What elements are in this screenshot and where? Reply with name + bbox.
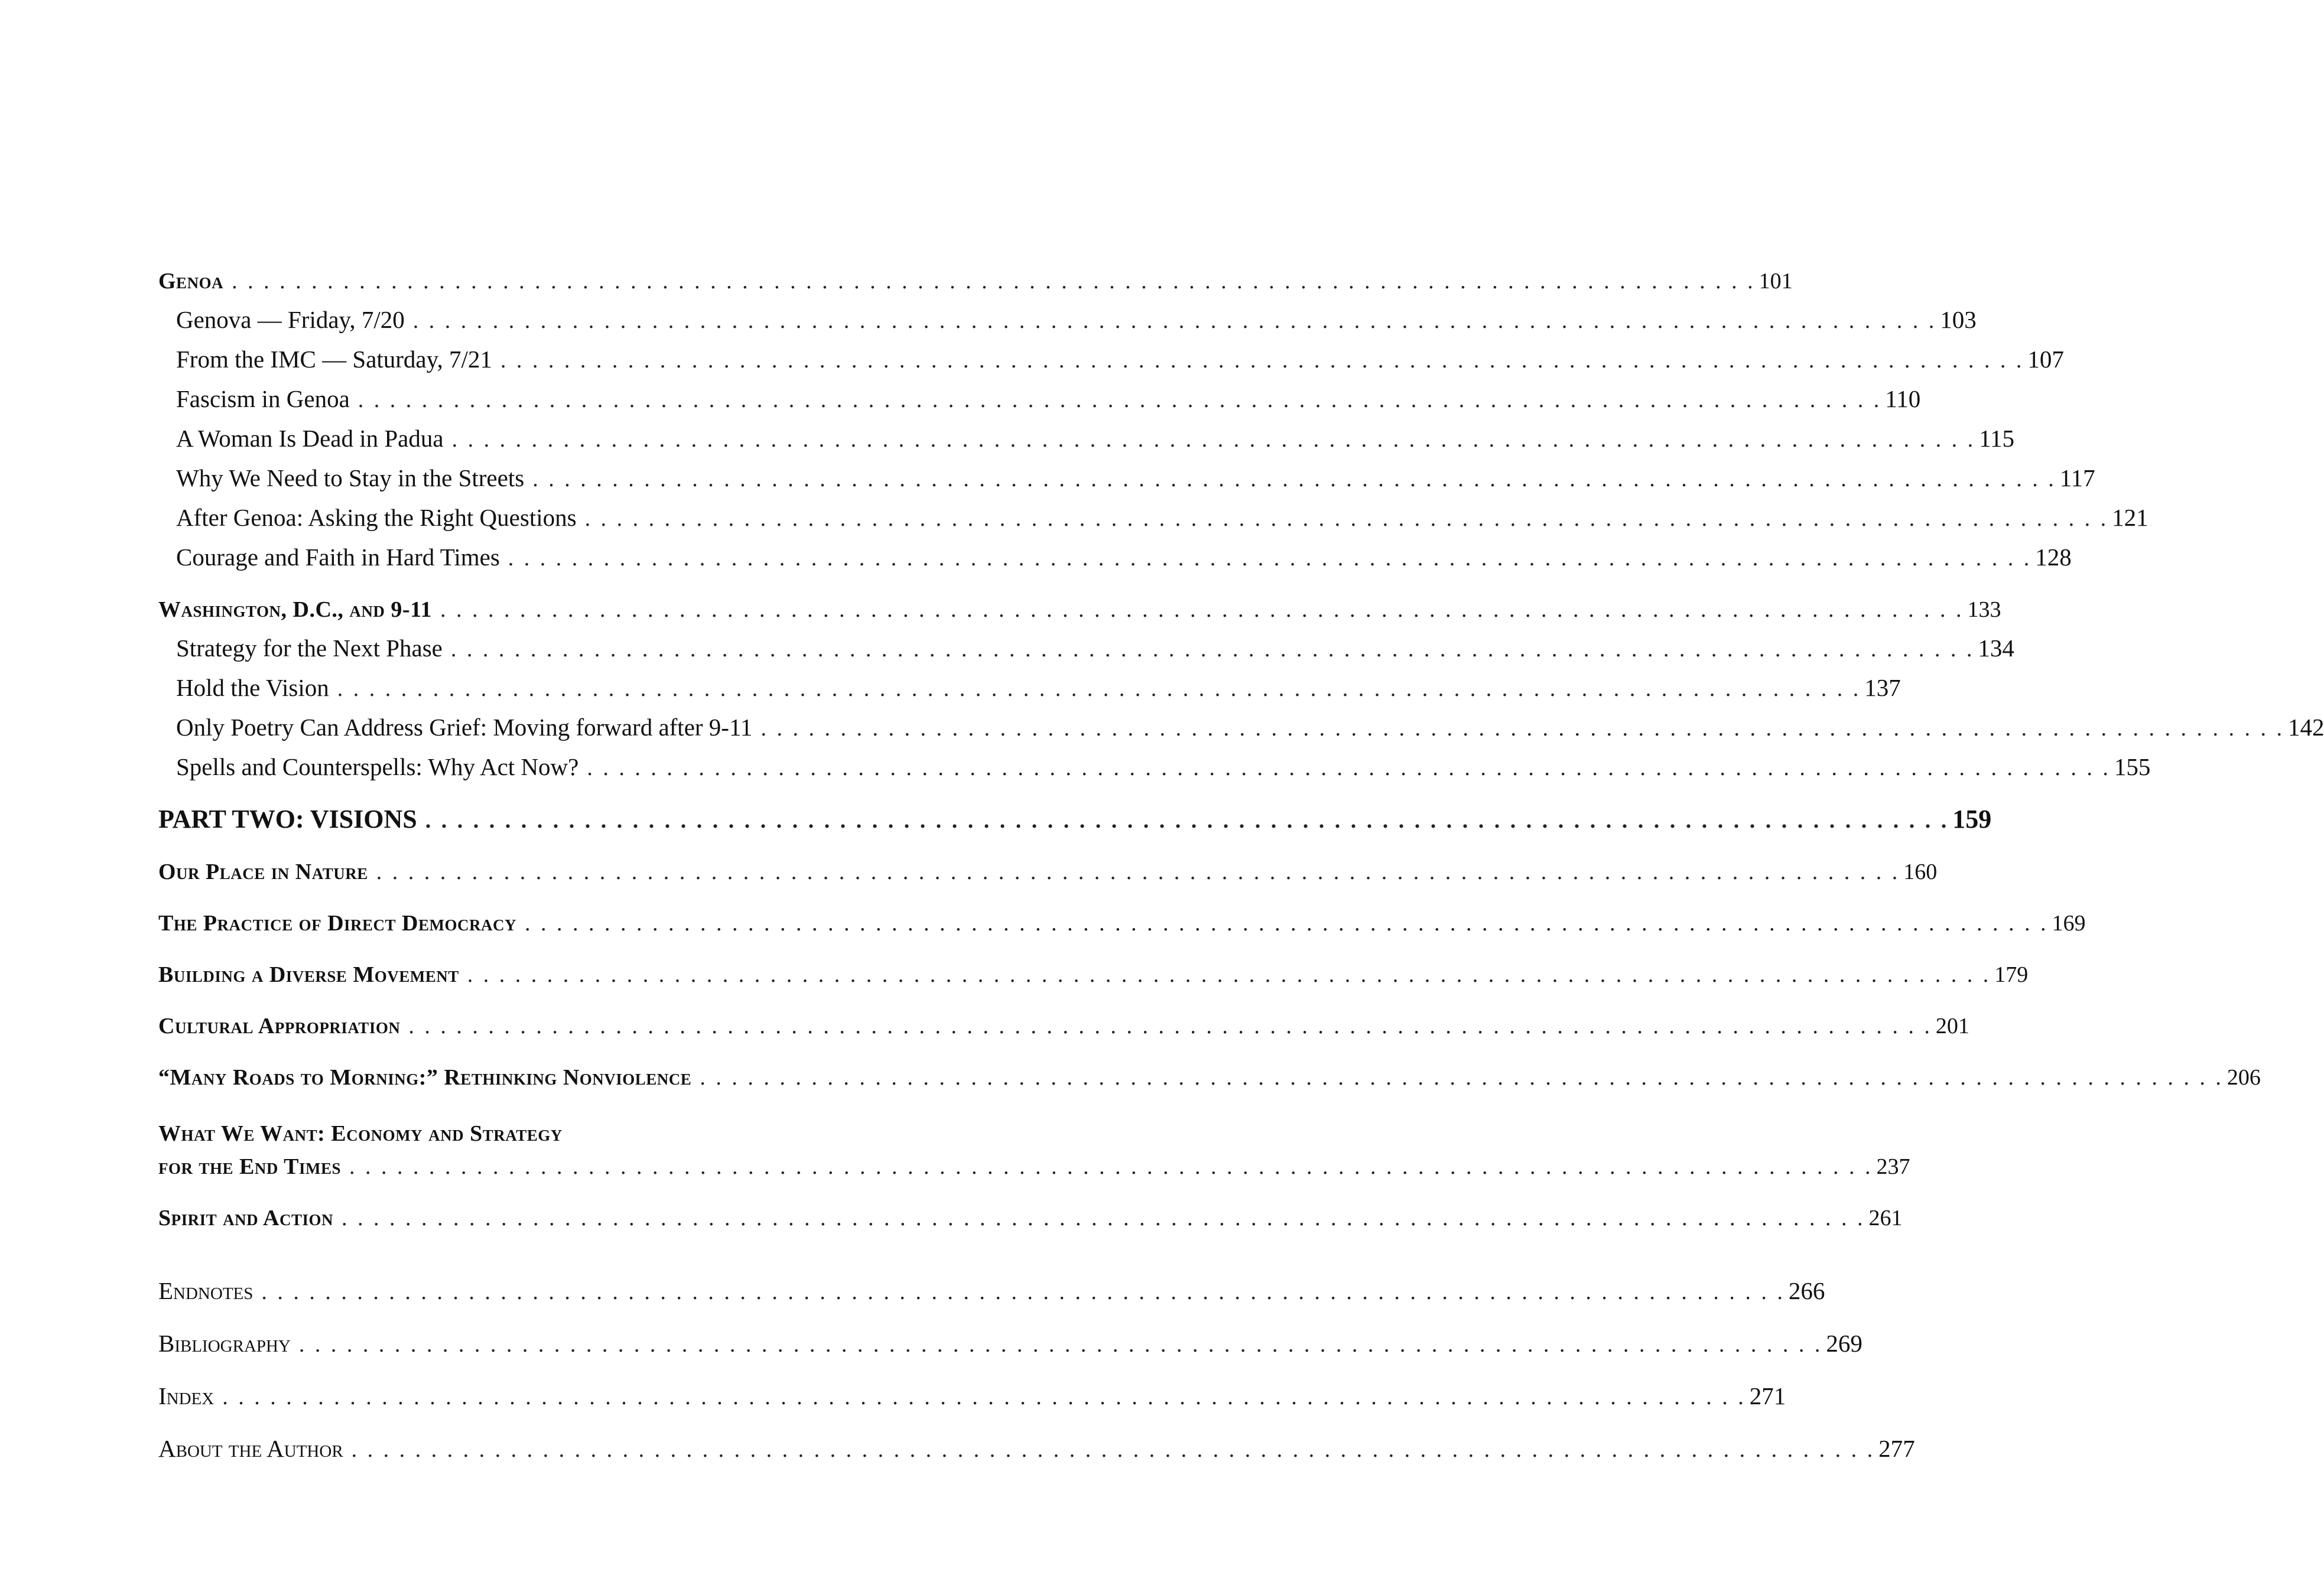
toc-entry-page: 201: [1935, 1014, 1969, 1039]
dot-leader: [222, 1381, 1746, 1414]
dot-leader: [700, 1061, 2224, 1094]
toc-entry-spirit[interactable]: [158, 1202, 1903, 1235]
toc-entry-what-we-want[interactable]: [158, 1117, 1910, 1183]
toc-entry-page: 110: [1885, 385, 1921, 412]
toc-entry-about-author[interactable]: [158, 1432, 1915, 1466]
toc-entry-title: Spells and Counterspells: Why Act Now?: [176, 753, 579, 780]
toc-subentry[interactable]: [158, 343, 2064, 377]
toc-subentry[interactable]: [158, 632, 2014, 666]
toc-entry-title: PART TWO: VISIONS: [158, 805, 417, 834]
toc-entry-section[interactable]: [158, 855, 1938, 888]
toc-entry-title-line1: What We Want: Economy and Strategy: [158, 1121, 563, 1146]
dot-leader: [452, 423, 1976, 456]
toc-entry-title: Hold the Vision: [176, 674, 329, 701]
toc-entry-page: 142: [2287, 714, 2324, 741]
toc-entry-page: 121: [2112, 504, 2149, 531]
spacer: [158, 1189, 899, 1202]
spacer: [158, 1099, 899, 1117]
spacer: [158, 1366, 899, 1379]
toc-entry-title: The Practice of Direct Democracy: [158, 911, 516, 936]
toc-entry-page: 237: [1876, 1154, 1910, 1179]
toc-entry-page: 266: [1788, 1277, 1825, 1304]
toc-subentry[interactable]: [158, 671, 1901, 705]
dot-leader: [232, 265, 1756, 298]
dot-leader: [342, 1202, 1865, 1235]
toc-entry-section[interactable]: [158, 1010, 1969, 1043]
toc-entry-genoa[interactable]: [158, 265, 1793, 298]
spacer: [158, 1419, 899, 1432]
spacer: [158, 842, 899, 855]
dot-leader: [451, 633, 1975, 666]
toc-entry-page: 155: [2114, 753, 2151, 780]
toc-subentry[interactable]: [158, 541, 2072, 575]
dot-leader: [376, 855, 1900, 888]
spacer: [158, 1048, 899, 1061]
toc-entry-title: Spirit and Action: [158, 1206, 334, 1231]
toc-entry-page: 271: [1749, 1382, 1786, 1410]
toc-entry-page: 103: [1940, 306, 1977, 333]
dot-leader: [508, 542, 2032, 575]
toc-entry-title: Building a Diverse Movement: [158, 962, 459, 987]
toc-entry-page: 117: [2059, 464, 2095, 491]
spacer: [158, 945, 899, 958]
toc-subentry[interactable]: [158, 501, 2149, 535]
toc-entry-title: Fascism in Genoa: [176, 385, 350, 412]
dot-leader: [585, 502, 2109, 535]
spacer: [158, 580, 899, 593]
toc-entry-bibliography[interactable]: [158, 1327, 1863, 1361]
toc-entry-title: Endnotes: [158, 1277, 253, 1304]
toc-subentry[interactable]: [158, 382, 1921, 416]
toc-subentry[interactable]: [158, 422, 2015, 456]
toc-entry-page: 160: [1903, 860, 1938, 884]
toc-entry-page: 179: [1994, 962, 2029, 987]
toc-entry-title: Strategy for the Next Phase: [176, 634, 443, 662]
toc-subentry[interactable]: [158, 711, 2324, 745]
toc-subentry[interactable]: [158, 461, 2095, 496]
toc-entry-title: A Woman Is Dead in Padua: [176, 425, 444, 452]
spacer: [158, 894, 899, 907]
dot-leader: [299, 1328, 1823, 1361]
toc-entry-section[interactable]: [158, 1061, 2261, 1094]
toc-entry-title: Our Place in Nature: [158, 860, 368, 884]
spacer: [158, 1314, 899, 1327]
spacer: [158, 1240, 899, 1274]
toc-entry-title: After Genoa: Asking the Right Questions: [176, 504, 577, 531]
toc-entry-title: Courage and Faith in Hard Times: [176, 543, 500, 571]
toc-entry-title: Genoa: [158, 269, 224, 294]
dot-leader: [760, 712, 2284, 745]
toc-entry-page: 128: [2035, 543, 2072, 571]
dot-leader: [349, 1150, 1873, 1183]
table-of-contents: [158, 265, 2324, 1472]
dot-leader: [408, 1010, 1932, 1043]
toc-entry-page: 159: [1952, 805, 1992, 834]
dot-leader: [337, 672, 1861, 705]
dot-leader: [500, 344, 2024, 377]
toc-entry-page: 261: [1868, 1206, 1903, 1231]
toc-entry-page: 115: [1979, 425, 2015, 452]
toc-entry-title: Genova — Friday, 7/20: [176, 306, 405, 333]
toc-entry-page: 206: [2227, 1065, 2261, 1090]
toc-entry-title: From the IMC — Saturday, 7/21: [176, 346, 492, 373]
dot-leader: [261, 1275, 1785, 1308]
toc-entry-title-line2-row: [158, 1150, 1910, 1183]
dot-leader: [425, 804, 1949, 837]
dot-leader: [532, 463, 2056, 496]
toc-entry-section[interactable]: [158, 907, 2086, 940]
dot-leader: [587, 751, 2111, 785]
toc-entry-page: 269: [1826, 1330, 1863, 1357]
toc-entry-endnotes[interactable]: [158, 1274, 1825, 1308]
toc-entry-title: Why We Need to Stay in the Streets: [176, 464, 525, 491]
toc-entry-page: 107: [2027, 346, 2064, 373]
toc-entry-title: About the Author: [158, 1435, 343, 1462]
toc-entry-page: 133: [1967, 597, 2001, 622]
toc-entry-page: 137: [1864, 674, 1901, 701]
toc-entry-title: “Many Roads to Morning:” Rethinking Nonviolence: [158, 1065, 692, 1090]
toc-entry-section[interactable]: [158, 958, 2029, 991]
toc-subentry[interactable]: [158, 303, 1977, 337]
dot-leader: [467, 958, 1991, 991]
toc-entry-washington[interactable]: [158, 593, 2001, 626]
toc-entry-title-line2: for the End Times: [158, 1154, 342, 1179]
toc-entry-page: 169: [2052, 911, 2086, 936]
toc-entry-title: Only Poetry Can Address Grief: Moving forward after 9-11: [176, 714, 753, 741]
toc-entry-title-block: [158, 1117, 1910, 1183]
toc-entry-page: 101: [1759, 269, 1793, 294]
dot-leader: [525, 907, 2049, 940]
toc-entry-index[interactable]: [158, 1379, 1786, 1414]
toc-entry-title: Washington, D.C., and 9-11: [158, 597, 432, 622]
dot-leader: [352, 1433, 1876, 1466]
toc-entry-part-two[interactable]: [158, 803, 1992, 837]
toc-entry-page: 277: [1878, 1435, 1915, 1462]
dot-leader: [413, 304, 1937, 337]
toc-subentry[interactable]: [158, 750, 2151, 785]
toc-entry-title: Index: [158, 1382, 214, 1410]
toc-entry-title: Cultural Appropriation: [158, 1014, 401, 1039]
spacer: [158, 790, 899, 803]
dot-leader: [358, 383, 1882, 416]
dot-leader: [440, 593, 1964, 626]
toc-entry-title: Bibliography: [158, 1330, 291, 1357]
toc-entry-page: 134: [1978, 634, 2014, 662]
spacer: [158, 997, 899, 1010]
